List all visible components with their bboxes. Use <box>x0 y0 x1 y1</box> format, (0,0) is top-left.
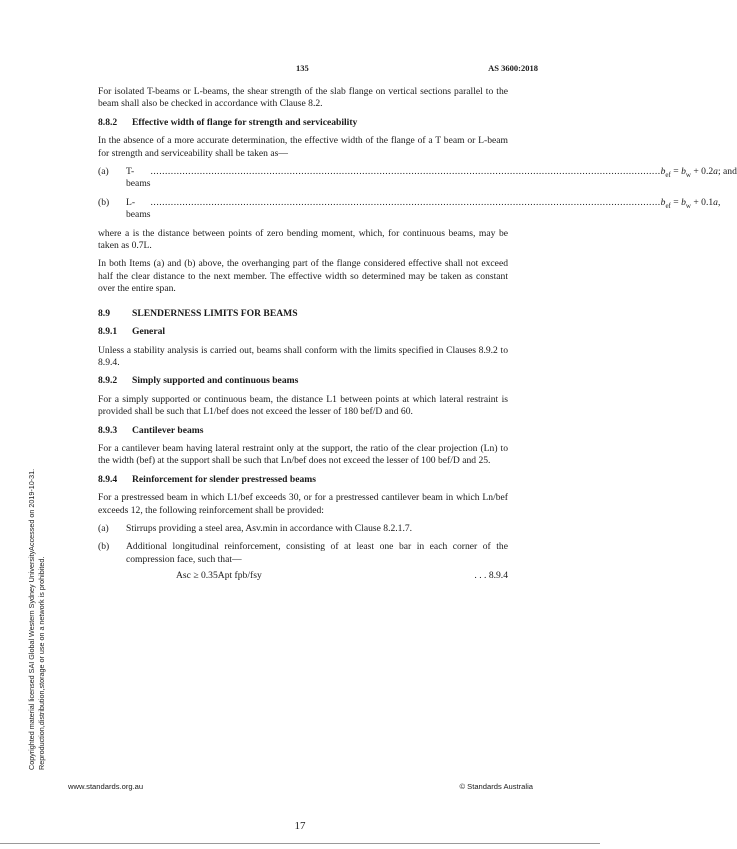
side-note-line-2: Reproduction,distribution,storage or use on a network is prohibited. <box>37 556 46 770</box>
clause-number: 8.9.1 <box>98 326 118 338</box>
formula-t-beam: $b_{ef} = b_w + 0.2a$; and <box>660 166 737 179</box>
item-label: (a) <box>98 522 109 534</box>
clause-number: 8.9.2 <box>98 375 118 387</box>
clause-8-9-4-paragraph: For a prestressed beam in which L1/bef exceeds 30, or for a prestressed cantilever beam in which Ln/bef exceeds 12, the following reinforcement shall be provided: <box>98 492 508 516</box>
leader-dots <box>151 197 661 209</box>
section-title: SLENDERNESS LIMITS FOR BEAMS <box>132 307 298 319</box>
main-content <box>98 86 737 589</box>
item-text: Additional longitudinal reinforcement, consisting of at least one bar in each corner of the compression face, such that— <box>126 541 508 565</box>
clause-8-9-1-heading <box>98 326 508 338</box>
leader-dots <box>151 166 661 178</box>
side-note-line-1: Copyrighted material licensed SAI Global Western Sydney UniversityAccessed on 2019-10-31. <box>27 468 36 770</box>
item-text: Stirrups providing a steel area, Asv.min in accordance with Clause 8.2.1.7. <box>126 522 413 534</box>
page-number: 17 <box>294 820 306 832</box>
clause-title: Simply supported and continuous beams <box>132 375 299 387</box>
bottom-divider <box>0 843 600 844</box>
item-text: T-beams <box>126 166 151 190</box>
item-text: L-beams <box>126 196 151 221</box>
equation-expression: Asc ≥ 0.35Apt fpb/fsy <box>176 570 262 582</box>
item-b-longitudinal <box>98 541 508 582</box>
clause-number: 8.8.2 <box>98 116 118 128</box>
header-page-number: 135 <box>296 63 309 73</box>
equation-8-9-4 <box>126 570 508 582</box>
item-label: (b) <box>98 541 110 553</box>
section-8-9-heading <box>98 308 508 320</box>
item-label: (a) <box>98 166 109 178</box>
clause-8-8-2-heading <box>98 117 508 129</box>
clause-title: Cantilever beams <box>132 424 204 436</box>
clause-8-8-2-paragraph-1: In the absence of a more accurate determination, the effective width of the flange of a T beam or L-beam for strength and serviceability shall be taken as— <box>98 135 508 159</box>
header-standard-code: AS 3600:2018 <box>488 63 538 73</box>
item-b-l-beams <box>98 196 721 222</box>
formula-l-beam: $b_{ef} = b_w + 0.1a$, <box>660 196 721 210</box>
clause-8-9-4-heading <box>98 474 508 486</box>
clause-number: 8.9.3 <box>98 424 118 436</box>
section-number: 8.9 <box>98 307 110 319</box>
copyright-side-note <box>27 470 67 770</box>
clause-8-9-2-paragraph: For a simply supported or continuous beam, the distance L1 between points at which lateral restraint is provided shall be such that L1/bef does not exceed the lesser of 180 bef/D and 60. <box>98 393 508 418</box>
clause-8-9-2-heading <box>98 375 508 387</box>
clause-title: General <box>132 326 166 338</box>
footer-website: www.standards.org.au <box>68 782 144 791</box>
item-a-t-beams <box>98 166 737 191</box>
item-a-stirrups <box>98 523 508 535</box>
equation-number: . . . 8.9.4 <box>474 570 508 582</box>
clause-8-8-2-paragraph-3: In both Items (a) and (b) above, the overhanging part of the flange considered effective shall not exceed half the clear distance to the next member. The effective width so determined may be taken as constant over the entire span. <box>98 258 508 295</box>
intro-paragraph: For isolated T-beams or L-beams, the shear strength of the slab flange on vertical sections parallel to the beam shall also be checked in accordance with Clause 8.2. <box>98 86 508 110</box>
clause-8-8-2-paragraph-2: where a is the distance between points of zero bending moment, which, for continuous beams, may be taken as 0.7L. <box>98 227 508 252</box>
clause-8-9-3-heading <box>98 425 508 437</box>
item-label: (b) <box>98 196 110 208</box>
clause-title: Reinforcement for slender prestressed beams <box>132 473 317 485</box>
clause-8-9-3-paragraph: For a cantilever beam having lateral restraint only at the support, the ratio of the clear projection (Ln) to the width (bef) at the support shall be such that Ln/bef does not exceed the lesser of 100 bef/D and 25. <box>98 442 508 467</box>
clause-number: 8.9.4 <box>98 473 118 485</box>
clause-title: Effective width of flange for strength and serviceability <box>132 116 358 128</box>
footer-copyright: © Standards Australia <box>459 782 533 791</box>
clause-8-9-1-paragraph: Unless a stability analysis is carried out, beams shall conform with the limits specified in Clauses 8.9.2 to 8.9.4. <box>98 344 508 368</box>
